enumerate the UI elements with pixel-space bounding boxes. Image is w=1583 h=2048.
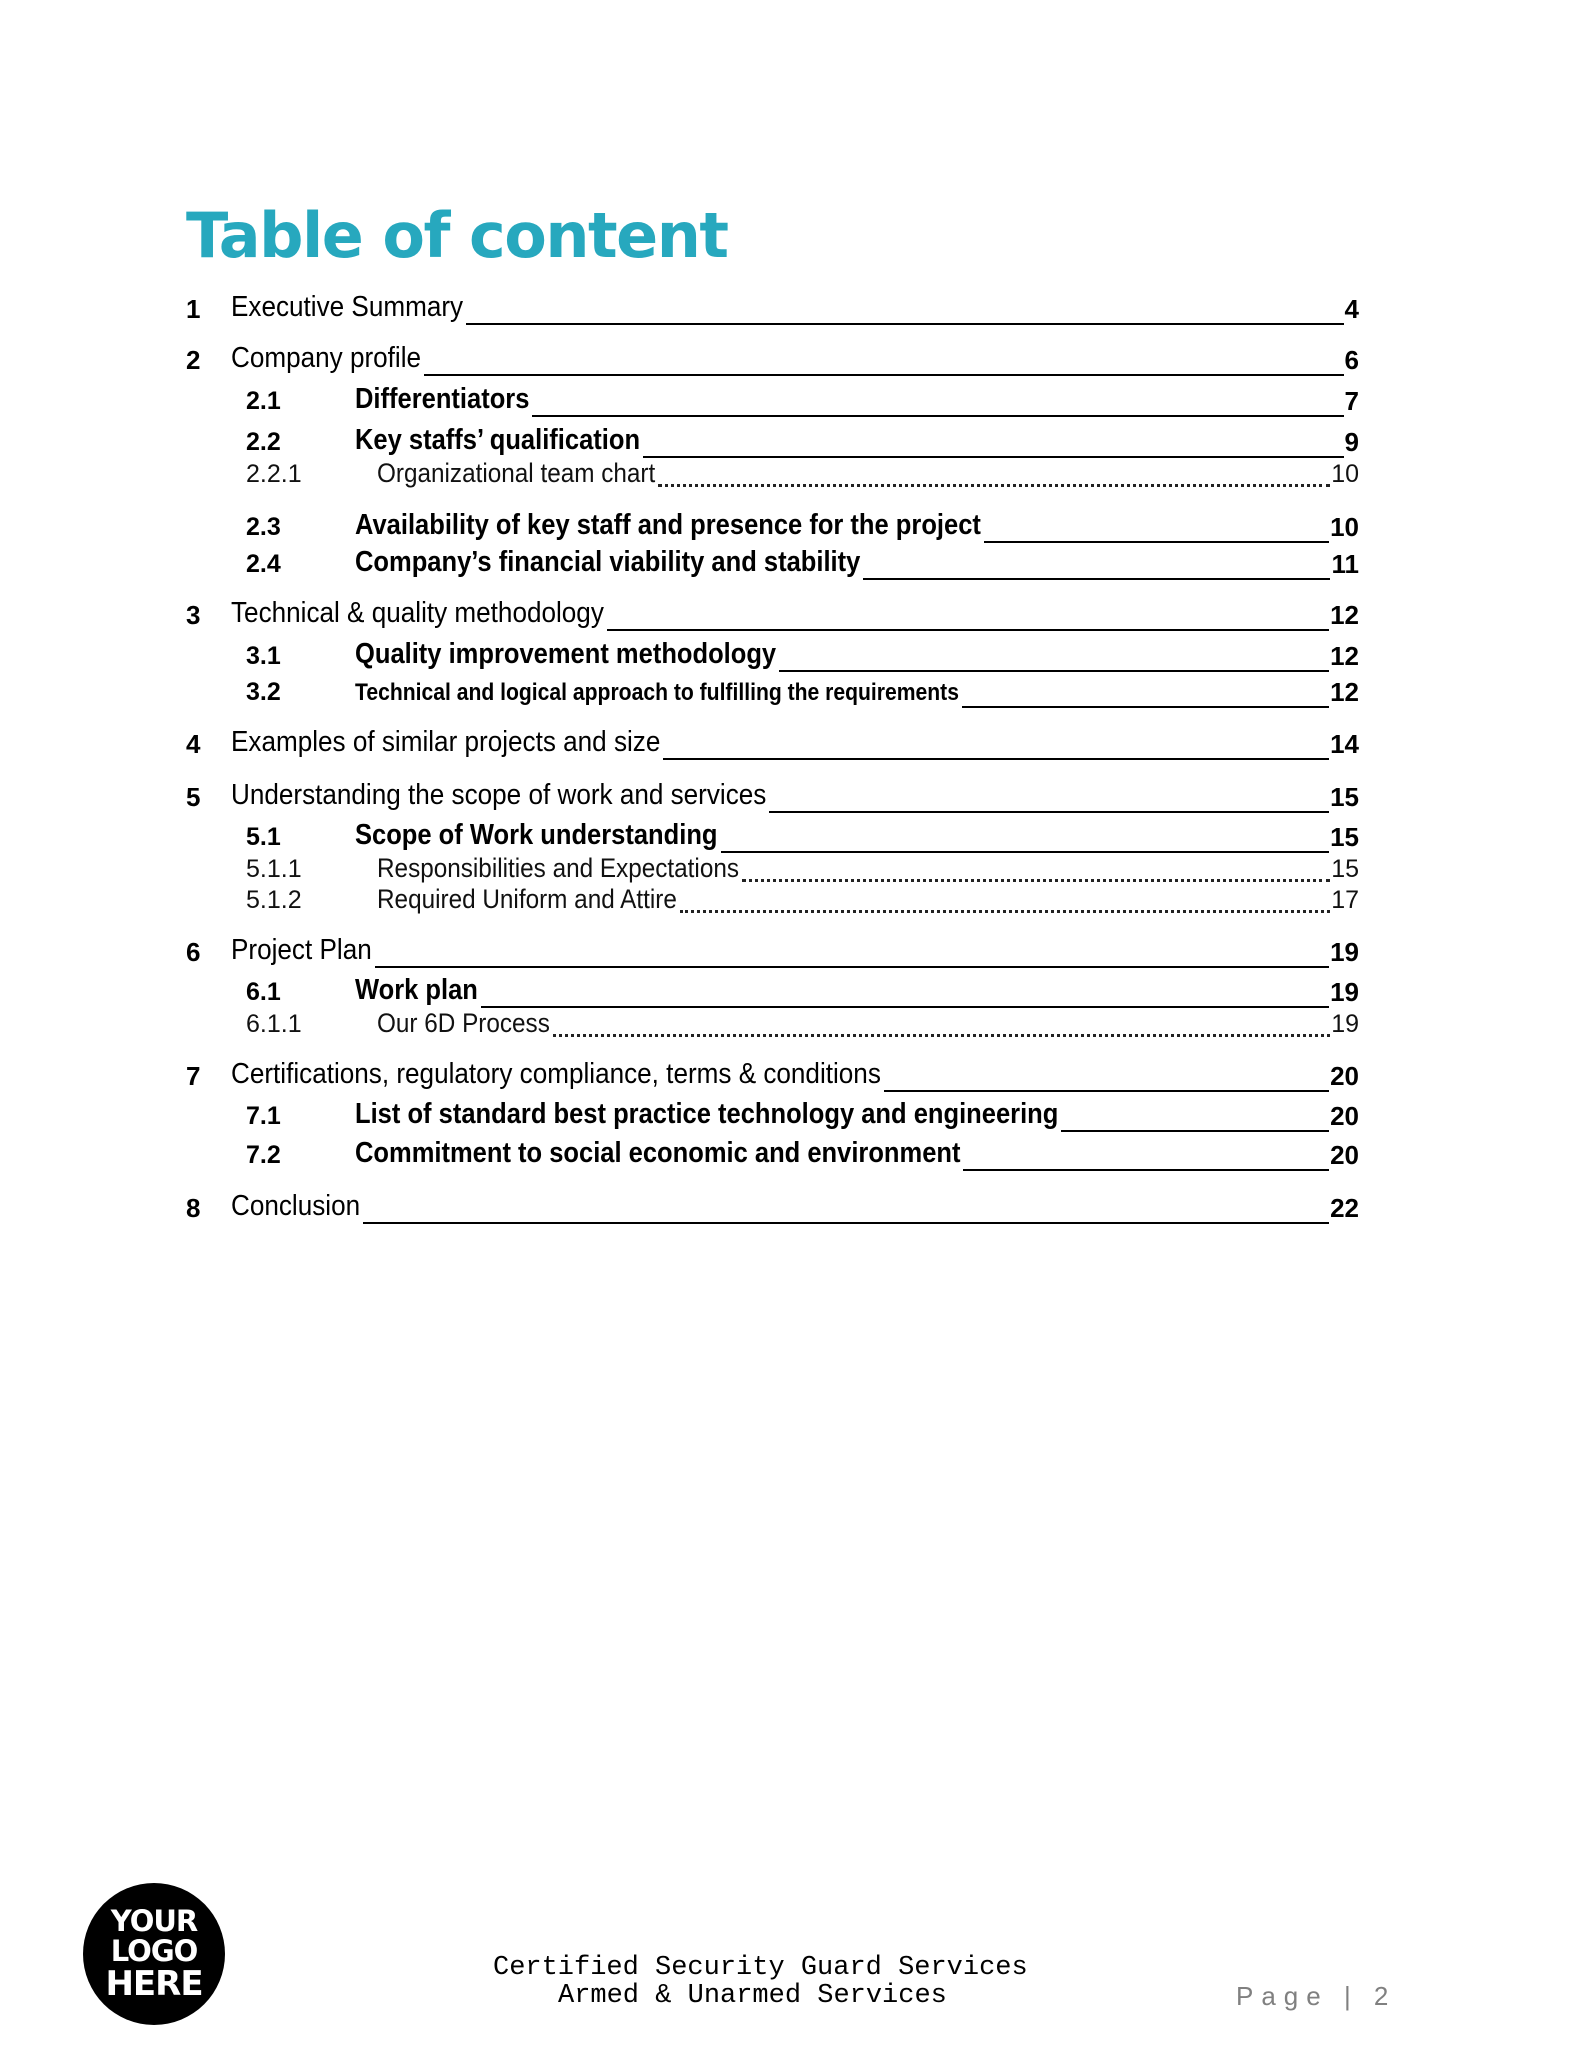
toc-entry-title[interactable]: Technical and logical approach to fulfilling the requirements (355, 679, 959, 706)
toc-entry-title[interactable]: Company profile (231, 342, 422, 374)
toc-entry[interactable] (0, 382, 1583, 422)
line-leader (607, 629, 1329, 631)
toc-entry-title[interactable]: Required Uniform and Attire (377, 884, 677, 914)
line-leader (984, 541, 1329, 543)
toc-entry[interactable] (0, 596, 1583, 636)
footer-services-line: Armed & Unarmed Services (558, 1981, 947, 2011)
toc-entry-page-number[interactable]: 15 (1331, 855, 1359, 883)
toc-entry-page-number[interactable]: 6 (1344, 345, 1359, 375)
line-leader (375, 966, 1329, 968)
toc-entry-title[interactable]: Organizational team chart (377, 458, 656, 488)
toc-entry[interactable] (0, 290, 1583, 330)
line-leader (466, 323, 1343, 325)
toc-entry[interactable] (0, 1057, 1583, 1097)
toc-entry-number: 7.1 (246, 1102, 281, 1130)
page-title: Table of content (186, 199, 728, 272)
footer-page-number: Page | 2 (1236, 1981, 1397, 2011)
toc-entry-page-number[interactable]: 10 (1330, 512, 1359, 542)
toc-entry-title[interactable]: Conclusion (231, 1190, 361, 1222)
line-leader (532, 415, 1343, 417)
toc-entry[interactable] (0, 341, 1583, 381)
toc-entry-number: 5.1.2 (246, 886, 302, 914)
toc-entry-title[interactable]: Key staffs’ qualification (355, 424, 641, 456)
toc-entry-page-number[interactable]: 19 (1331, 1010, 1359, 1038)
toc-entry-title[interactable]: Understanding the scope of work and services (231, 779, 767, 811)
toc-entry[interactable] (0, 778, 1583, 818)
toc-entry-number: 3.1 (246, 642, 281, 670)
line-leader (363, 1222, 1329, 1224)
toc-entry-title[interactable]: Commitment to social economic and environment (355, 1137, 961, 1169)
toc-entry-title[interactable]: Quality improvement methodology (355, 638, 777, 670)
dot-leader (680, 910, 1330, 913)
toc-entry[interactable] (0, 1097, 1583, 1137)
toc-entry-number: 2 (186, 345, 201, 375)
toc-entry-page-number[interactable]: 10 (1331, 460, 1359, 488)
toc-entry-number: 2.2.1 (246, 460, 302, 488)
toc-entry-number: 1 (186, 294, 201, 324)
logo-text-line: HERE (105, 1964, 203, 2004)
line-leader (769, 811, 1329, 813)
toc-entry-number: 3.2 (246, 678, 281, 706)
toc-entry[interactable] (0, 545, 1583, 585)
toc-entry-page-number[interactable]: 14 (1330, 729, 1359, 759)
toc-entry-page-number[interactable]: 15 (1330, 822, 1359, 852)
toc-entry[interactable] (0, 508, 1583, 548)
toc-entry-number: 2.4 (246, 550, 281, 578)
toc-entry-title[interactable]: Scope of Work understanding (355, 819, 718, 851)
toc-entry-page-number[interactable]: 20 (1330, 1140, 1359, 1170)
toc-entry-page-number[interactable]: 12 (1330, 641, 1359, 671)
toc-entry-title[interactable]: Our 6D Process (377, 1008, 550, 1038)
toc-entry[interactable] (0, 1136, 1583, 1176)
toc-entry-page-number[interactable]: 17 (1331, 886, 1359, 914)
toc-entry-title[interactable]: Availability of key staff and presence for the project (355, 509, 981, 541)
toc-entry[interactable] (0, 725, 1583, 765)
toc-entry-page-number[interactable]: 7 (1344, 386, 1359, 416)
line-leader (863, 578, 1330, 580)
toc-entry-page-number[interactable]: 4 (1344, 294, 1359, 324)
toc-entry-page-number[interactable]: 15 (1330, 782, 1359, 812)
toc-entry-page-number[interactable]: 20 (1330, 1101, 1359, 1131)
toc-entry[interactable] (0, 881, 1583, 921)
toc-entry-page-number[interactable]: 12 (1330, 677, 1359, 707)
toc-entry-number: 5.1 (246, 823, 281, 851)
toc-entry-page-number[interactable]: 20 (1330, 1061, 1359, 1091)
toc-entry-title[interactable]: Examples of similar projects and size (231, 726, 661, 758)
toc-entry-number: 6.1.1 (246, 1010, 302, 1038)
toc-entry-number: 7.2 (246, 1141, 281, 1169)
toc-entry-title[interactable]: Certifications, regulatory compliance, terms & conditions (231, 1058, 881, 1090)
toc-entry-number: 5.1.1 (246, 855, 302, 883)
toc-entry[interactable] (0, 1189, 1583, 1229)
toc-entry[interactable] (0, 1005, 1583, 1045)
toc-entry-number: 3 (186, 600, 201, 630)
toc-entry-page-number[interactable]: 19 (1330, 977, 1359, 1007)
toc-entry-title[interactable]: Work plan (355, 974, 478, 1006)
toc-entry-page-number[interactable]: 19 (1330, 937, 1359, 967)
footer-company-line: Certified Security Guard Services (493, 1953, 1028, 1983)
line-leader (963, 1169, 1329, 1171)
line-leader (1061, 1130, 1329, 1132)
dot-leader (553, 1034, 1330, 1037)
toc-entry-page-number[interactable]: 12 (1330, 600, 1359, 630)
line-leader (424, 374, 1343, 376)
toc-entry[interactable] (0, 637, 1583, 677)
company-logo (83, 1883, 225, 2025)
line-leader (884, 1090, 1329, 1092)
toc-entry-number: 6.1 (246, 978, 281, 1006)
logo-text-line: YOUR (110, 1904, 198, 1938)
line-leader (663, 758, 1329, 760)
toc-entry-number: 5 (186, 782, 201, 812)
line-leader (779, 670, 1329, 672)
toc-entry[interactable] (0, 673, 1583, 713)
toc-entry-title[interactable]: Executive Summary (231, 291, 464, 323)
toc-entry-number: 4 (186, 729, 201, 759)
toc-entry-title[interactable]: Technical & quality methodology (231, 597, 604, 629)
toc-entry-number: 8 (186, 1193, 201, 1223)
dot-leader (658, 484, 1330, 487)
toc-entry-number: 6 (186, 937, 201, 967)
toc-entry-title[interactable]: Differentiators (355, 383, 530, 415)
toc-entry-title[interactable]: List of standard best practice technology and engineering (355, 1098, 1059, 1130)
toc-entry-number: 7 (186, 1061, 201, 1091)
toc-entry-number: 2.1 (246, 387, 281, 415)
toc-entry-number: 2.2 (246, 428, 281, 456)
toc-entry[interactable] (0, 933, 1583, 973)
toc-entry-title[interactable]: Responsibilities and Expectations (377, 853, 740, 883)
logo-text-line: LOGO (110, 1934, 198, 1968)
toc-entry-title[interactable]: Project Plan (231, 934, 372, 966)
toc-entry-page-number[interactable]: 22 (1330, 1193, 1359, 1223)
toc-entry[interactable] (0, 455, 1583, 495)
toc-entry-number: 2.3 (246, 513, 281, 541)
toc-entry-page-number[interactable]: 11 (1331, 549, 1359, 579)
line-leader (962, 706, 1329, 708)
toc-entry-title[interactable]: Company’s financial viability and stability (355, 546, 861, 578)
toc-entry-page-number[interactable]: 9 (1344, 427, 1359, 457)
